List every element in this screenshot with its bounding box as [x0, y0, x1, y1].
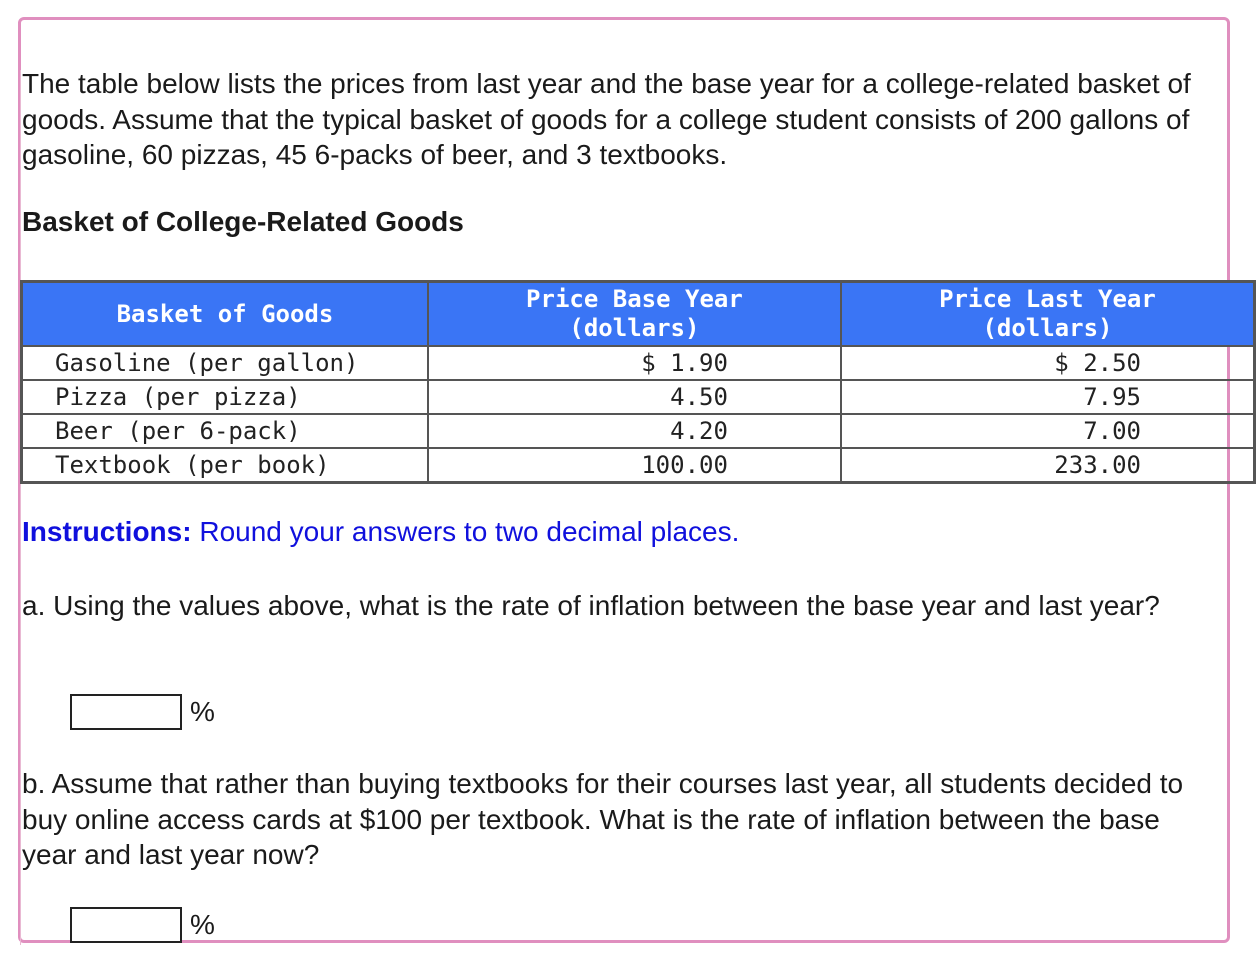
answer-a-row: [70, 694, 215, 730]
answer-b-unit: %: [190, 909, 215, 940]
row-item: Textbook (per book): [22, 448, 428, 483]
header-price-last-year: [841, 282, 1255, 347]
prices-table: [20, 280, 1256, 484]
answer-b-row: [70, 907, 215, 943]
question-b-text: b. Assume that rather than buying textbooks for their courses last year, all students decided to buy online access cards at $100 per textbook. What is the rate of inflation between the base year and last year now?: [22, 768, 1184, 870]
header-base-line2: (dollars): [569, 314, 700, 342]
answer-b-input[interactable]: [70, 907, 182, 943]
instructions-label: Instructions:: [22, 516, 192, 547]
frame-divider: [20, 70, 21, 945]
header-price-base-year: [428, 282, 841, 347]
header-base-line1: Price Base Year: [526, 285, 743, 313]
row-base-price: $ 1.90: [428, 346, 841, 380]
intro-text: The table below lists the prices from last year and the base year for a college-related basket of goods. Assume that the typical basket of goods for a college student consists of 200 gallons of gasoline, 60 pizzas, 45 6-packs of beer, and 3 textbooks.: [22, 68, 1191, 170]
header-last-line1: Price Last Year: [939, 285, 1156, 313]
question-a-text: a. Using the values above, what is the rate of inflation between the base year and last year?: [22, 590, 1160, 621]
header-last-line2: (dollars): [982, 314, 1113, 342]
row-base-price: 4.50: [428, 380, 841, 414]
answer-a-input[interactable]: [70, 694, 182, 730]
row-item: Gasoline (per gallon): [22, 346, 428, 380]
instructions: [22, 516, 739, 548]
row-item: Beer (per 6-pack): [22, 414, 428, 448]
table-row: [22, 346, 1255, 380]
answer-a-unit: %: [190, 696, 215, 727]
table-row: [22, 414, 1255, 448]
row-last-price: 233.00: [841, 448, 1255, 483]
row-last-price: $ 2.50: [841, 346, 1255, 380]
row-last-price: 7.95: [841, 380, 1255, 414]
table-title: Basket of College-Related Goods: [22, 206, 464, 237]
table-row: [22, 448, 1255, 483]
table-row: [22, 380, 1255, 414]
header-basket-of-goods: Basket of Goods: [22, 282, 428, 347]
row-base-price: 4.20: [428, 414, 841, 448]
row-base-price: 100.00: [428, 448, 841, 483]
row-item: Pizza (per pizza): [22, 380, 428, 414]
table-header-row: [22, 282, 1255, 347]
row-last-price: 7.00: [841, 414, 1255, 448]
instructions-text: Round your answers to two decimal places.: [191, 516, 740, 547]
